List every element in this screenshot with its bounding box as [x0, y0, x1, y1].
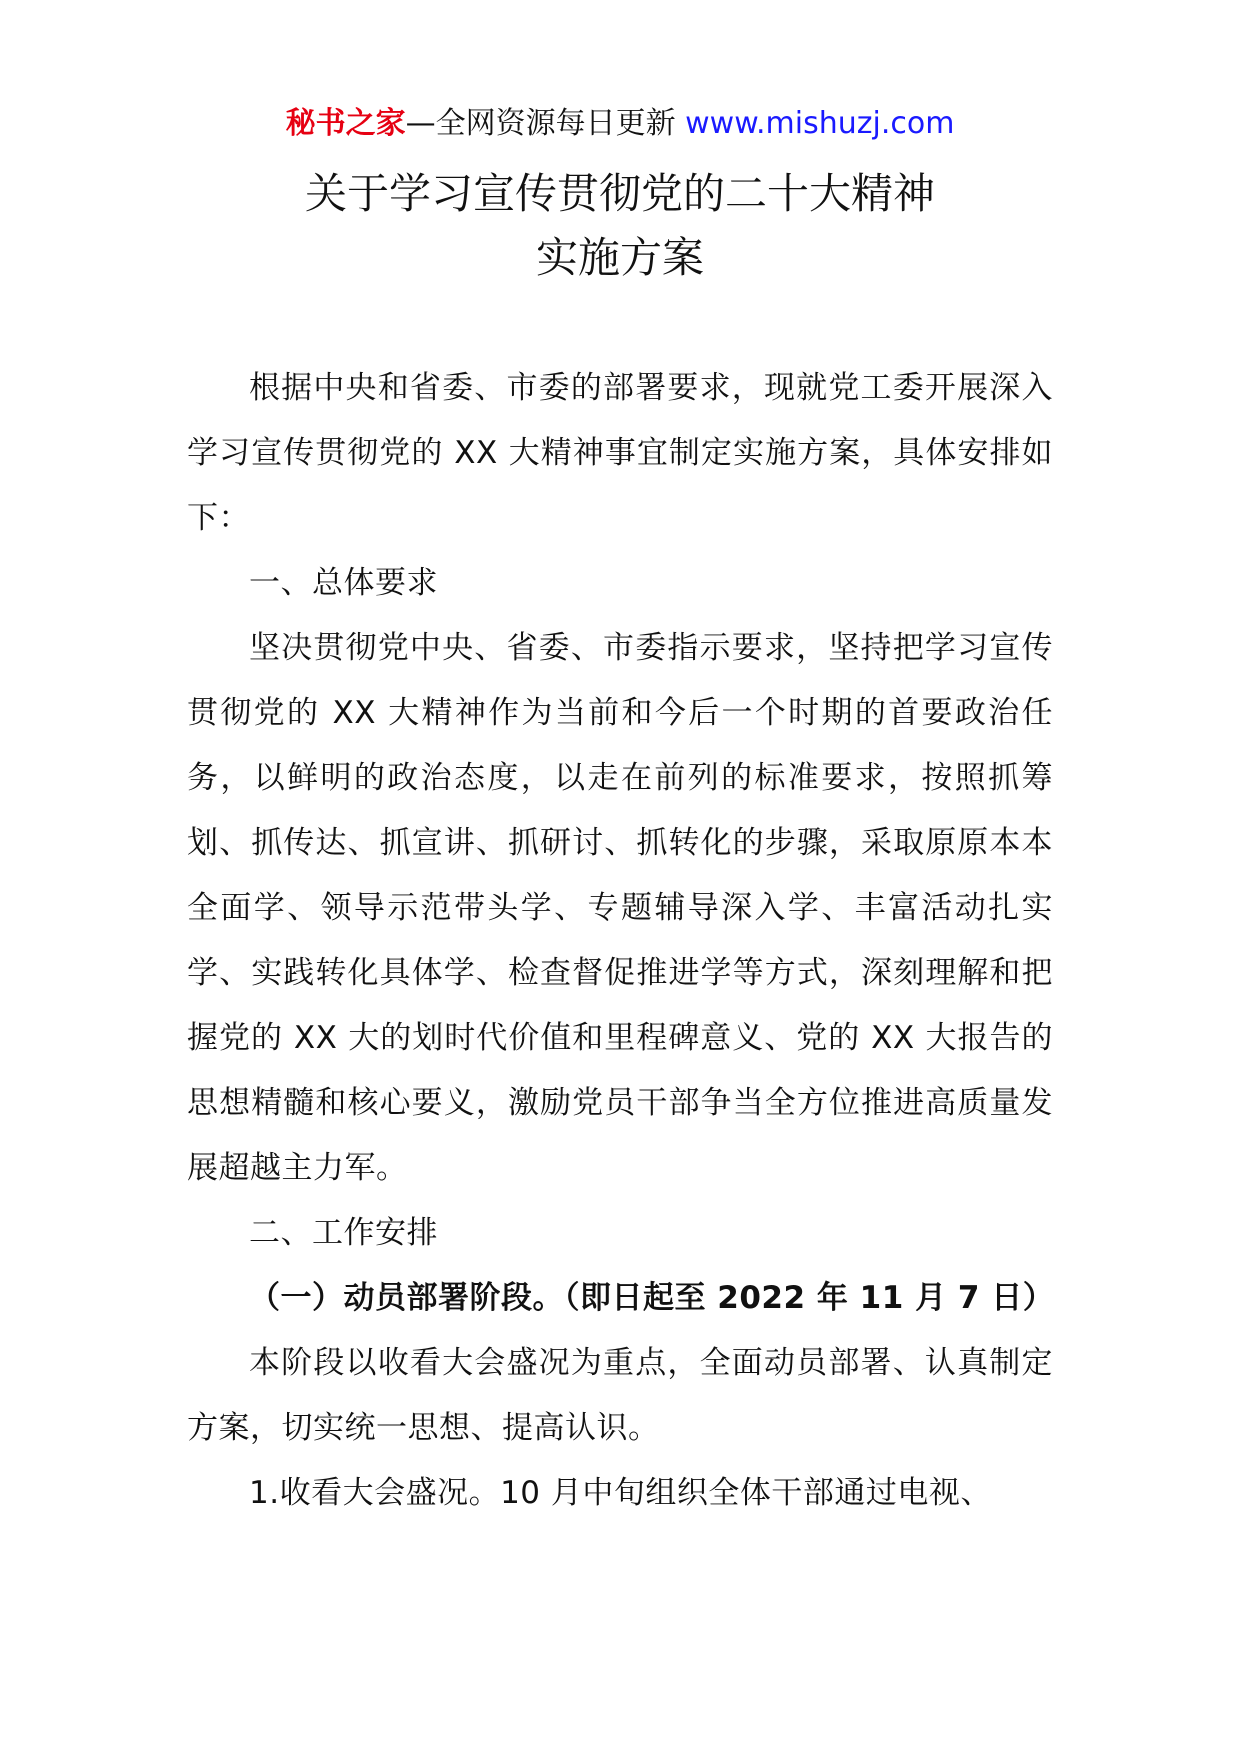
title-line-2: 实施方案 [535, 233, 704, 282]
document-body [187, 356, 1053, 1526]
subsection-heading-1: （一）动员部署阶段。（即日起至 2022 年 11 月 7 日） [249, 1280, 1055, 1316]
paragraph-item-1: 1.收看大会盛况。10 月中旬组织全体干部通过电视、 [249, 1475, 992, 1511]
watermark-header [0, 102, 1240, 146]
section-heading-2: 二、工作安排 [249, 1215, 438, 1251]
section-heading-1: 一、总体要求 [249, 565, 438, 601]
paragraph-stage-summary: 本阶段以收看大会盛况为重点，全面动员部署、认真制定方案，切实统一思想、提高认识。 [187, 1345, 1053, 1446]
header-url[interactable]: www.mishuzj.com [685, 106, 955, 141]
header-tagline: —全网资源每日更新 [405, 106, 676, 141]
paragraph-intro: 根据中央和省委、市委的部署要求，现就党工委开展深入学习宣传贯彻党的 XX 大精神事宜制定实施方案，具体安排如下： [187, 370, 1053, 536]
brand-name: 秘书之家 [285, 106, 406, 141]
document-title [0, 162, 1240, 290]
paragraph-general-requirements: 坚决贯彻党中央、省委、市委指示要求，坚持把学习宣传贯彻党的 XX 大精神作为当前和今后一个时期的首要政治任务，以鲜明的政治态度，以走在前列的标准要求，按照抓筹划、抓传达、抓宣讲、抓研讨、抓转化的步骤，采取原原本本全面学、领导示范带头学、专题辅导深入学、丰富活动扎实学、实践转化具体学、检查督促推进学等方式，深刻理解和把握党的 XX 大的划时代价值和里程碑意义、党的 XX 大报告的思想精髓和核心要义，激励党员干部争当全方位推进高质量发展超越主力军。 [187, 630, 1053, 1186]
title-line-1: 关于学习宣传贯彻党的二十大精神 [304, 169, 935, 218]
